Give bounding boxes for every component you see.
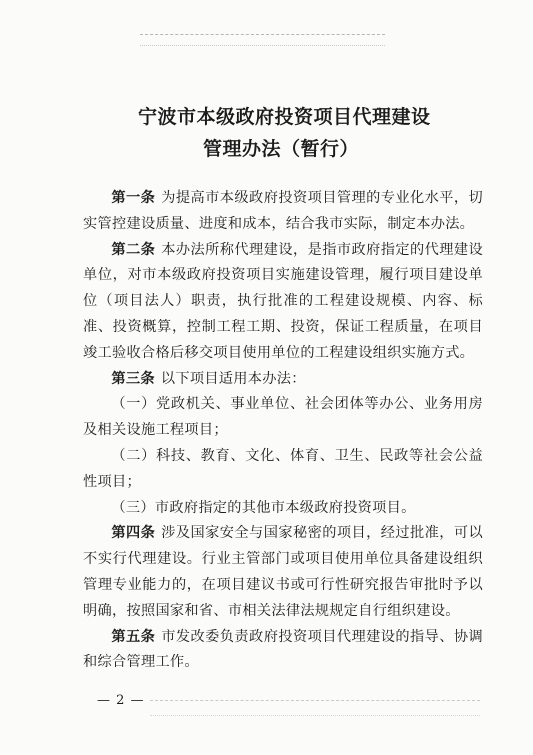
article-text: 市发改委负责政府投资项目代理建设的指导、协调和综合管理工作。 (83, 628, 483, 671)
document-body (83, 186, 483, 676)
item-text: （一）党政机关、事业单位、社会团体等办公、业务用房及相关设施工程项目； (83, 396, 483, 439)
paragraph-item-3 (83, 496, 483, 522)
paragraph-article-5 (83, 625, 483, 677)
item-text: （三）市政府指定的其他市本级政府投资项目。 (111, 499, 416, 516)
article-heading: 第一条 (111, 190, 156, 206)
item-text: （二）科技、教育、文化、体育、卫生、民政等社会公益性项目； (83, 447, 483, 490)
paragraph-article-3 (83, 367, 483, 393)
article-heading: 第四条 (111, 525, 156, 542)
page-number: — 2 — (97, 693, 145, 708)
article-text: 为提高市本级政府投资项目管理的专业化水平，切实管控建设质量、进度和成本，结合我市实际，制定本办法。 (83, 190, 483, 232)
article-text: 以下项目适用本办法： (160, 370, 306, 387)
paragraph-item-2 (83, 444, 483, 496)
scan-artifact-top (140, 34, 385, 46)
article-heading: 第二条 (111, 241, 156, 258)
article-heading: 第五条 (111, 628, 156, 645)
document-title-line-1: 宁波市本级政府投资项目代理建设 (138, 106, 431, 128)
article-text: 涉及国家安全与国家秘密的项目，经过批准，可以不实行代理建设。行业主管部门或项目使用单位具备建设组织管理专业能力的，在项目建议书或可行性研究报告审批时予以明确，按照国家和省、市相关法律法规规定自行组织建设。 (83, 525, 483, 619)
document-title-line-2: 管理办法（暂行） (203, 138, 360, 160)
paragraph-article-1 (83, 186, 483, 238)
scan-artifact-bottom (150, 700, 480, 716)
paragraph-item-1 (83, 392, 483, 444)
article-heading: 第三条 (111, 370, 155, 387)
paragraph-article-2 (83, 238, 483, 367)
paragraph-article-4 (83, 521, 483, 624)
article-text: 本办法所称代理建设，是指市政府指定的代理建设单位，对市本级政府投资项目实施建设管理，履行项目建设单位（项目法人）职责，执行批准的工程建设规模、内容、标准、投资概算，控制工程工期、投资，保证工程质量，在项目竣工验收合格后移交项目使用单位的工程建设组织实施方式。 (83, 241, 483, 361)
